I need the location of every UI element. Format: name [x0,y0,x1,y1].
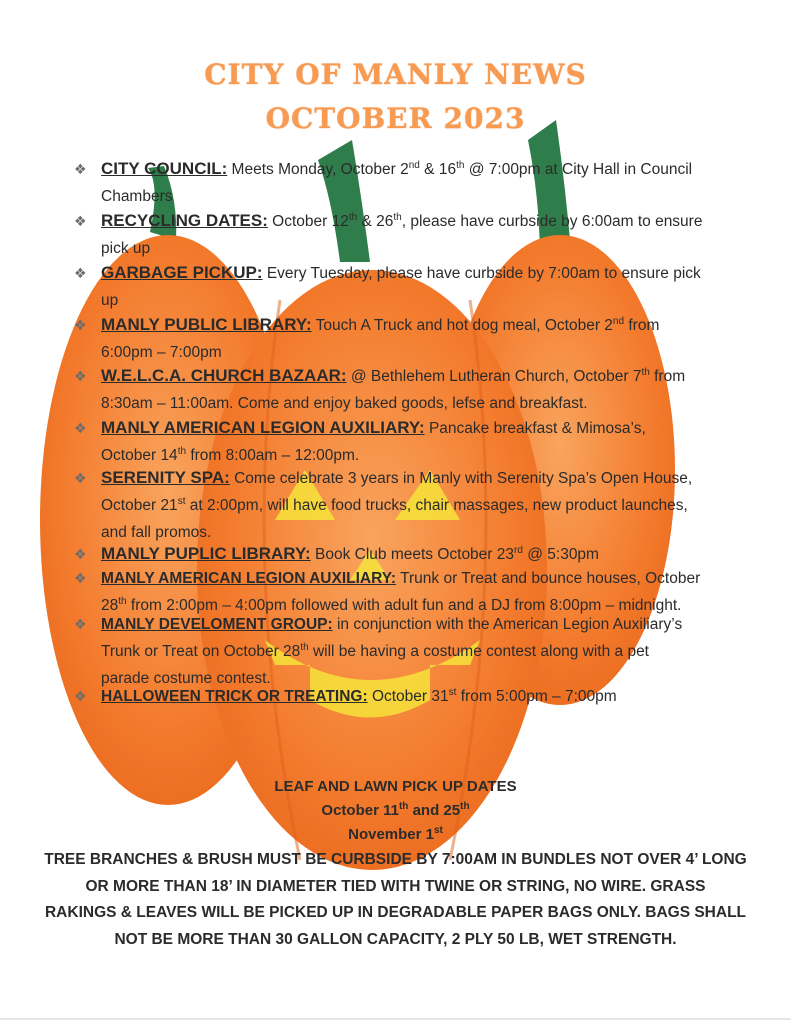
item-text: Meets Monday, October 2 [227,161,409,178]
item-text: 28th from 2:00pm – 4:00pm followed with adult fun and a DJ from 8:00pm – midnight. [101,595,682,614]
diamond-bullet-icon: ❖ [74,368,87,384]
item-text: , please have curbside by 6:00am to ensure [401,213,703,230]
item-text: up [101,292,119,309]
item-text: October 12 [267,213,349,230]
diamond-bullet-icon: ❖ [74,546,87,562]
item-text: Pancake breakfast & Mimosa’s, [424,420,646,437]
item-label: MANLY PUPLIC LIBRARY: [101,544,311,563]
item-text: from [624,317,660,334]
notice-line: RAKINGS & LEAVES WILL BE PICKED UP IN DEGRADABLE PAPER BAGS ONLY. BAGS SHALL [44,904,747,921]
diamond-bullet-icon: ❖ [74,688,87,704]
item-text: in conjunction with the American Legion Auxiliary’s [332,616,683,633]
item-text: Come celebrate 3 years in Manly with Serenity Spa’s Open House, [229,470,693,487]
item-text: 8:30am – 11:00am. Come and enjoy baked goods, lefse and breakfast. [101,395,588,412]
list-item [74,540,744,568]
item-text: & 26 [357,213,394,230]
list-item [74,362,744,417]
item-text: and fall promos. [101,524,212,541]
diamond-bullet-icon: ❖ [74,317,87,333]
list-item [74,611,744,692]
item-text: @ 5:30pm [522,546,599,563]
notice-line: OR MORE THAN 18’ IN DIAMETER TIED WITH TWINE OR STRING, NO WIRE. GRASS [85,877,706,895]
list-item [74,207,744,262]
item-label: W.E.L.C.A. CHURCH BAZAAR: [101,366,347,385]
item-text: & 16 [419,161,457,178]
item-text: Chambers [101,188,173,205]
item-text: October 14th from 8:00am – 12:00pm. [101,445,360,464]
newsletter-title: CITY OF MANLY NEWS [204,58,587,91]
notice-line: TREE BRANCHES & BRUSH MUST BE CURBSIDE BY 7:00AM IN BUNDLES NOT OVER 4’ LONG [44,851,747,868]
item-text: parade costume contest. [101,670,271,687]
newsletter-month: OCTOBER 2023 [265,102,526,135]
item-text: 6:00pm – 7:00pm [101,344,222,361]
page-edge-divider [0,1018,791,1020]
list-item [74,683,744,710]
item-text: October 31 [367,688,449,705]
item-label: MANLY AMERICAN LEGION AUXILIARY: [101,418,425,437]
item-text: th [641,366,650,378]
item-text: @ 7:00pm at City Hall in Council [464,161,693,178]
item-text: from [649,368,686,385]
diamond-bullet-icon: ❖ [74,616,87,632]
diamond-bullet-icon: ❖ [74,470,87,486]
list-item [74,259,744,314]
item-text: pick up [101,240,151,257]
item-text: @ Bethlehem Lutheran Church, October 7 [346,368,642,385]
item-text: nd [408,159,420,171]
item-label: MANLY DEVELOMENT GROUP: [101,616,333,633]
item-text: rd [514,544,523,556]
list-item [74,464,744,546]
item-text: Touch A Truck and hot dog meal, October 2 [311,317,613,334]
item-label: SERENITY SPA: [101,468,230,487]
item-label: CITY COUNCIL: [101,159,228,178]
diamond-bullet-icon: ❖ [74,420,87,436]
item-text: Trunk or Treat on October 28th will be having a costume contest along with a pet [101,641,649,660]
diamond-bullet-icon: ❖ [74,570,87,586]
item-text: th [348,211,358,223]
item-label: RECYCLING DATES: [101,211,268,230]
item-text: th [456,159,465,171]
item-text: from 5:00pm – 7:00pm [456,688,617,705]
diamond-bullet-icon: ❖ [74,161,87,177]
item-label: MANLY PUBLIC LIBRARY: [101,315,312,334]
brush-pickup-notice [40,847,751,953]
leaf-pickup-dates-october: October 11th and 25th [321,801,470,819]
item-text: October 21st at 2:00pm, will have food trucks, chair massages, new product launches, [101,495,688,514]
item-text: Trunk or Treat and bounce houses, October [396,570,701,587]
list-item [74,311,744,366]
list-item [74,155,744,210]
list-item [74,414,744,469]
diamond-bullet-icon: ❖ [74,265,87,281]
diamond-bullet-icon: ❖ [74,213,87,229]
leaf-pickup-dates-november: November 1st [348,825,443,843]
item-text: Every Tuesday, please have curbside by 7:00am to ensure pick [262,265,701,282]
item-text: nd [612,315,625,327]
item-text: th [393,211,402,223]
notice-line: NOT BE MORE THAN 30 GALLON CAPACITY, 2 PLY 50 LB, WET STRENGTH. [114,930,677,948]
item-text: Book Club meets October 23 [310,546,515,563]
item-label: GARBAGE PICKUP: [101,263,263,282]
item-text: st [448,686,457,698]
item-label: MANLY AMERICAN LEGION AUXILIARY: [101,570,397,587]
item-label: HALLOWEEN TRICK OR TREATING: [101,688,368,705]
leaf-pickup-heading: LEAF AND LAWN PICK UP DATES [274,778,517,795]
